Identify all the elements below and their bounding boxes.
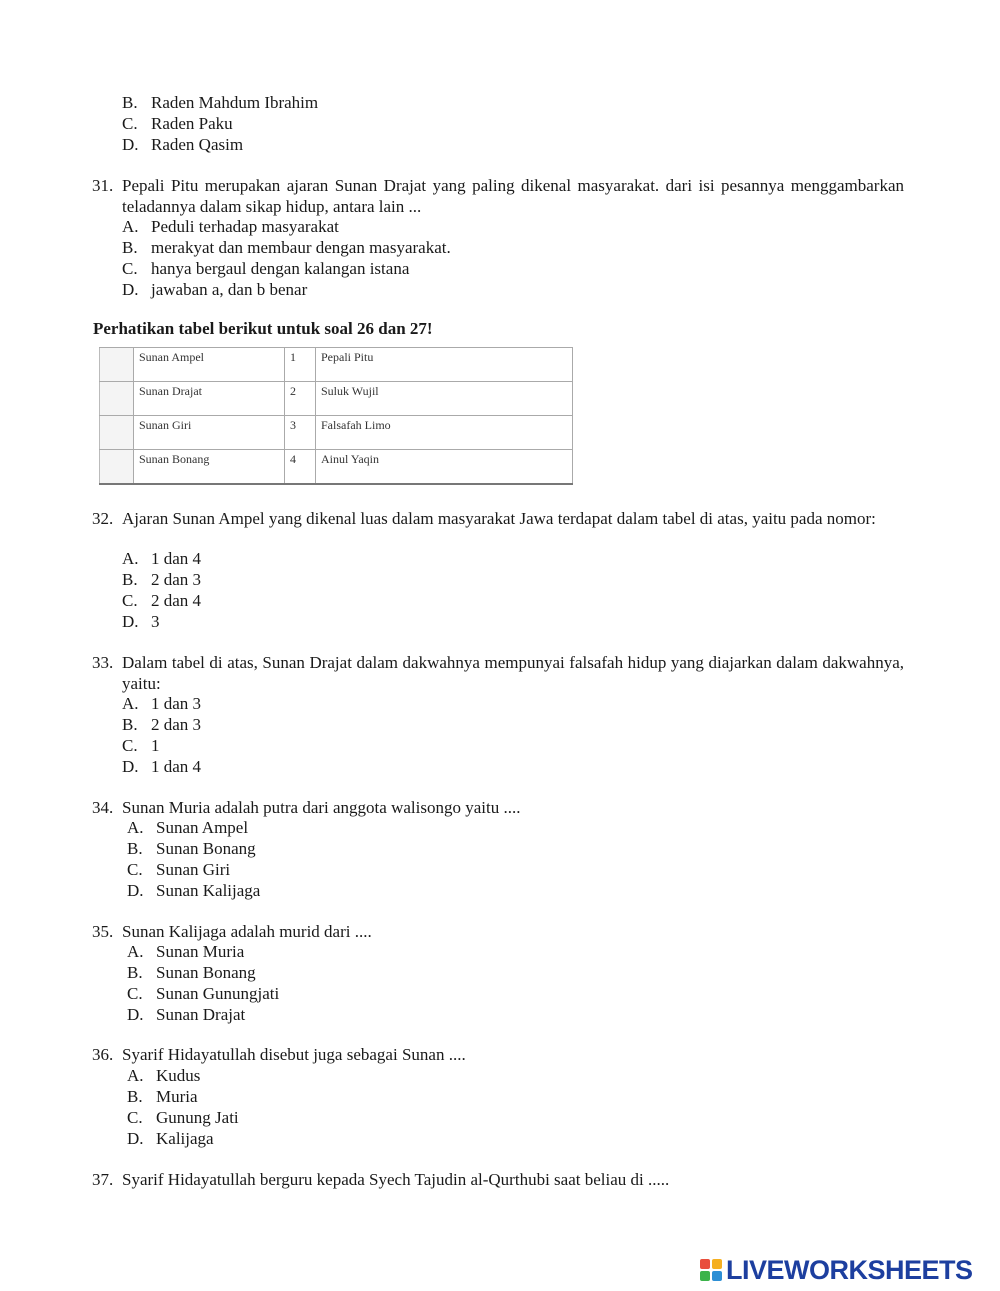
option-c[interactable]: C. hanya bergaul dengan kalangan istana: [122, 259, 410, 278]
question-number: 32.: [92, 509, 114, 528]
table-cell-num: 3: [285, 416, 316, 450]
logo-square-2: [712, 1259, 722, 1269]
table-cell-teaching: Suluk Wujil: [316, 382, 573, 416]
table-cell-num: 2: [285, 382, 316, 416]
option-d[interactable]: D. 3: [122, 612, 160, 631]
question-text: Dalam tabel di atas, Sunan Drajat dalam dakwahnya mempunyai falsafah hidup yang diajarkan dalam dakwahnya, yaitu:: [122, 653, 904, 693]
question-text: Syarif Hidayatullah disebut juga sebagai Sunan ....: [122, 1045, 466, 1064]
option-a[interactable]: A. Kudus: [127, 1066, 201, 1085]
question-number: 35.: [92, 922, 114, 941]
logo-icon: [700, 1259, 722, 1281]
option-b[interactable]: B. Sunan Bonang: [127, 963, 256, 982]
option-c[interactable]: C. 2 dan 4: [122, 591, 202, 610]
option-a[interactable]: A. 1 dan 3: [122, 694, 202, 713]
table-row: [100, 382, 573, 416]
logo-square-3: [700, 1271, 710, 1281]
option-c[interactable]: C. Gunung Jati: [127, 1108, 239, 1127]
option-d[interactable]: D. jawaban a, dan b benar: [122, 280, 308, 299]
option-c[interactable]: C. Raden Paku: [122, 114, 233, 133]
question-text: Syarif Hidayatullah berguru kepada Syech Tajudin al-Qurthubi saat beliau di .....: [122, 1170, 670, 1189]
logo-square-1: [700, 1259, 710, 1269]
table-heading: Perhatikan tabel berikut untuk soal 26 dan 27!: [93, 319, 433, 338]
table-cell-teaching: Ainul Yaqin: [316, 450, 573, 485]
option-c[interactable]: C. Sunan Gunungjati: [127, 984, 280, 1003]
option-b[interactable]: B. merakyat dan membaur dengan masyarakat.: [122, 238, 451, 257]
option-d[interactable]: D. Sunan Kalijaga: [127, 881, 261, 900]
option-d[interactable]: D. Sunan Drajat: [127, 1005, 246, 1024]
option-b[interactable]: B. Sunan Bonang: [127, 839, 256, 858]
option-a[interactable]: A. Peduli terhadap masyarakat: [122, 217, 339, 236]
table-row: [100, 450, 573, 485]
option-d[interactable]: D. 1 dan 4: [122, 757, 202, 776]
table-row: [100, 416, 573, 450]
table-cell-num: 1: [285, 348, 316, 382]
table-cell-name: Sunan Ampel: [134, 348, 285, 382]
table-cell-name: Sunan Bonang: [134, 450, 285, 485]
option-c[interactable]: C. Sunan Giri: [127, 860, 231, 879]
table-cell-teaching: Falsafah Limo: [316, 416, 573, 450]
logo-square-4: [712, 1271, 722, 1281]
table-cell-num: 4: [285, 450, 316, 485]
question-number: 36.: [92, 1045, 114, 1064]
question-number: 37.: [92, 1170, 114, 1189]
option-a[interactable]: A. Sunan Ampel: [127, 818, 249, 837]
table-cell-name: Sunan Drajat: [134, 382, 285, 416]
liveworksheets-logo: [700, 1253, 973, 1287]
question-text: Pepali Pitu merupakan ajaran Sunan Drajat yang paling dikenal masyarakat. dari isi pesannya menggambarkan teladannya dalam sikap hidup, antara lain ...: [122, 176, 904, 216]
question-number: 34.: [92, 798, 114, 817]
option-b[interactable]: B. 2 dan 3: [122, 570, 202, 589]
option-b[interactable]: B. Muria: [127, 1087, 198, 1106]
table-cell-name: Sunan Giri: [134, 416, 285, 450]
option-b[interactable]: B. 2 dan 3: [122, 715, 202, 734]
option-a[interactable]: A. Sunan Muria: [127, 942, 245, 961]
option-a[interactable]: A. 1 dan 4: [122, 549, 202, 568]
question-text: Ajaran Sunan Ampel yang dikenal luas dalam masyarakat Jawa terdapat dalam tabel di atas, yaitu pada nomor:: [122, 509, 876, 528]
option-d[interactable]: D. Raden Qasim: [122, 135, 244, 154]
question-number: 31.: [92, 176, 114, 195]
option-d[interactable]: D. Kalijaga: [127, 1129, 214, 1148]
table-row: [100, 348, 573, 382]
question-text: Sunan Muria adalah putra dari anggota walisongo yaitu ....: [122, 798, 521, 817]
option-b[interactable]: B. Raden Mahdum Ibrahim: [122, 93, 319, 112]
option-c[interactable]: C. 1: [122, 736, 160, 755]
question-text: Sunan Kalijaga adalah murid dari ....: [122, 922, 372, 941]
question-number: 33.: [92, 653, 114, 672]
logo-text: LIVEWORKSHEETS: [726, 1254, 973, 1285]
table-cell-teaching: Pepali Pitu: [316, 348, 573, 382]
reference-table: [99, 347, 573, 485]
